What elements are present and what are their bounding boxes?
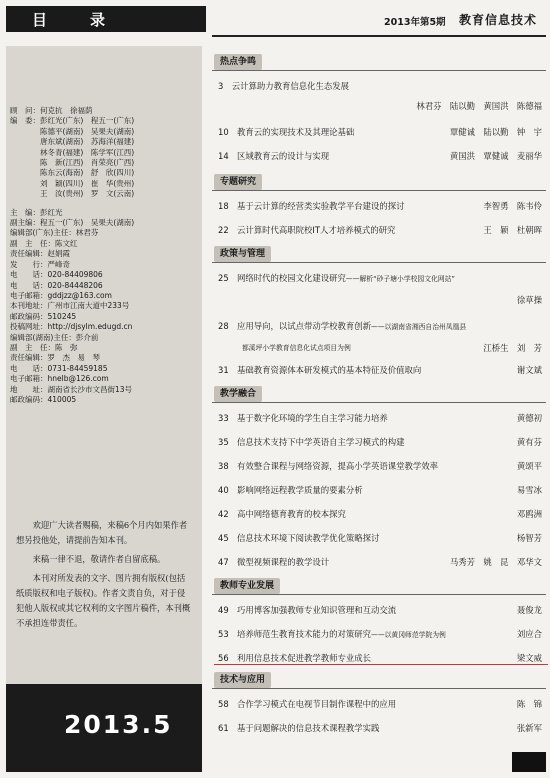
toc-entry[interactable]: 47 微型视频课程的教学设计 bbox=[218, 557, 330, 567]
toc-entry[interactable]: 49 巧用博客加强教师专业知识管理和互动交流 bbox=[218, 605, 397, 615]
section-label: 专题研究 bbox=[214, 174, 262, 190]
section-label: 政策与管理 bbox=[214, 246, 271, 262]
editorial-board: 顾 问：何克抗 徐福荫 编 委：彭红光(广东) 程五一(广东) 陈德平(湖南) 吴果夫(湖南) 唐东斌(湖南) 苏海洋(福建) 林冬青(福建) 陈学军(江西) 陈 新(江西) 肖荣亮(广西) 陈东云(海南) 舒 欣(四川) 刘 颖(四川) 崔 华(贵州) 王 汝(贵州) 罗 文(云南) bbox=[10, 106, 135, 199]
section-label: 教师专业发展 bbox=[214, 578, 280, 594]
section-rule bbox=[212, 70, 546, 71]
year-banner: 2013.5 bbox=[6, 684, 202, 772]
section-rule bbox=[212, 190, 546, 191]
section-label: 教学融合 bbox=[214, 386, 262, 402]
toc-entry[interactable]: 14 区域教育云的设计与实现 bbox=[218, 151, 330, 161]
submission-notice: 欢迎广大读者赐稿，来稿6个月内如果作者想另投他处，请提前告知本刊。 来稿一律不退，敬请作者自留底稿。 本刊对所发表的文字、图片拥有版权(包括纸质版权和电子版权)。作者文责自负，对于侵犯他人版权或其它权利的文字图片稿件，本刊概不承担连带责任。 bbox=[16, 520, 191, 628]
page-corner-marker bbox=[512, 752, 546, 772]
toc-entry[interactable]: 22 云计算时代高职院校IT人才培养模式的研究 bbox=[218, 225, 396, 235]
toc-authors: 江桥生 刘 芳 bbox=[483, 343, 542, 353]
toc-entry[interactable]: 25 网络时代的校园文化建设研究——解析“砂子塘小学校园文化网站” bbox=[218, 273, 455, 283]
toc-authors: 陈 锦 bbox=[516, 699, 542, 709]
toc-entry[interactable]: 45 信息技术环境下阅读教学优化策略探讨 bbox=[218, 533, 380, 543]
toc-authors: 邓鸥洲 bbox=[516, 509, 542, 519]
masthead-info bbox=[10, 106, 198, 413]
toc-entry[interactable]: 61 基于问题解决的信息技术课程教学实践 bbox=[218, 723, 380, 733]
toc-entry[interactable]: 35 信息技术支持下中学英语自主学习模式的构建 bbox=[218, 437, 405, 447]
toc-entry[interactable]: 53 培养师范生教育技术能力的对策研究——以黄冈师范学院为例 bbox=[218, 629, 446, 639]
section-rule bbox=[212, 688, 546, 689]
toc-entry-subtitle: 都溪坪小学教育信息化试点项目为例 bbox=[242, 344, 351, 352]
page-header bbox=[0, 0, 550, 40]
toc-entry[interactable]: 38 有效整合课程与网络资源，提高小学英语课堂教学效率 bbox=[218, 461, 439, 471]
toc-entry[interactable]: 28 应用导向，以试点带动学校教育创新——以湖南省湘西自治州凤凰县 bbox=[218, 321, 467, 331]
contents-title: 目 录 bbox=[6, 6, 206, 32]
header-rule bbox=[212, 35, 546, 37]
toc-authors: 易雪冰 bbox=[516, 485, 542, 495]
toc-authors: 谢文斌 bbox=[516, 365, 542, 375]
toc-authors: 黄颂平 bbox=[516, 461, 542, 471]
toc-authors: 林君芬 陆以勤 黄国洪 陈德福 bbox=[416, 101, 542, 111]
toc-entry[interactable]: 33 基于数字化环境的学生自主学习能力培养 bbox=[218, 413, 388, 423]
toc-authors: 黄国洪 覃健诚 麦丽华 bbox=[449, 151, 542, 161]
toc-authors: 刘应合 bbox=[516, 629, 542, 639]
toc-authors: 黄有芬 bbox=[516, 437, 542, 447]
highlight-underline bbox=[214, 664, 548, 665]
toc-entry[interactable]: 10 教育云的实现技术及其理论基础 bbox=[218, 127, 355, 137]
toc-authors: 黄德初 bbox=[516, 413, 542, 423]
section-label: 热点争鸣 bbox=[214, 54, 262, 70]
toc-authors: 聂俊龙 bbox=[516, 605, 542, 615]
toc-authors: 覃健诚 陆以勤 钟 宇 bbox=[449, 127, 542, 137]
toc-authors: 马秀芳 姚 昆 邓华文 bbox=[449, 557, 542, 567]
section-label: 技术与应用 bbox=[214, 672, 271, 688]
toc-entry[interactable]: 58 合作学习模式在电视节目制作课程中的应用 bbox=[218, 699, 397, 709]
section-rule bbox=[212, 402, 546, 403]
toc-authors: 张新军 bbox=[516, 723, 542, 733]
toc-authors: 徐草操 bbox=[516, 295, 542, 305]
toc-entry[interactable]: 56 利用信息技术促进教学教师专业成长 bbox=[218, 653, 372, 663]
toc-authors: 杨智芳 bbox=[516, 533, 542, 543]
table-of-contents bbox=[212, 46, 546, 776]
toc-authors: 王 颖 杜朝晖 bbox=[483, 225, 542, 235]
toc-authors: 李智勇 陈韦伶 bbox=[483, 201, 542, 211]
section-rule bbox=[212, 594, 546, 595]
section-rule bbox=[212, 262, 546, 263]
issue-label: 2013年第5期 bbox=[384, 17, 446, 28]
toc-entry[interactable]: 31 基础教育资源体本研发模式的基本特征及价值取向 bbox=[218, 365, 422, 375]
toc-authors: 梁文威 bbox=[516, 653, 542, 663]
toc-entry[interactable]: 42 高中网络德育教育的校本探究 bbox=[218, 509, 346, 519]
publisher-info: 主 编：彭红光 副主编：程五一(广东) 吴果夫(湖南) 编辑部(广东)主任：林君芬 副 主 任：陈文红 责任编辑：赵娟霞 发 行：严峰奇 电 话：020-84409806 电 话：020-84448206 电子邮箱：gddjzz@163.com 本刊地址：广州市江南大道中233号 邮政编码：510245 投稿网址：http://djsylm.edugd.cn 编辑部(湖南)主任：彭介前 副 主 任：陈 弥 责任编辑：罗 杰 易 琴 电 话：0731-84459185 电子邮箱：hnelb@126.com 地 址：湖南省长沙市文昌街13号 邮政编码：410005 bbox=[10, 207, 135, 404]
journal-name: 教育信息技术 bbox=[459, 13, 538, 27]
toc-entry[interactable]: 3 云计算助力教育信息化生态发展 bbox=[218, 81, 349, 91]
toc-entry[interactable]: 18 基于云计算的经营类实验教学平台建设的探讨 bbox=[218, 201, 405, 211]
toc-entry[interactable]: 40 影响网络远程教学质量的要素分析 bbox=[218, 485, 363, 495]
